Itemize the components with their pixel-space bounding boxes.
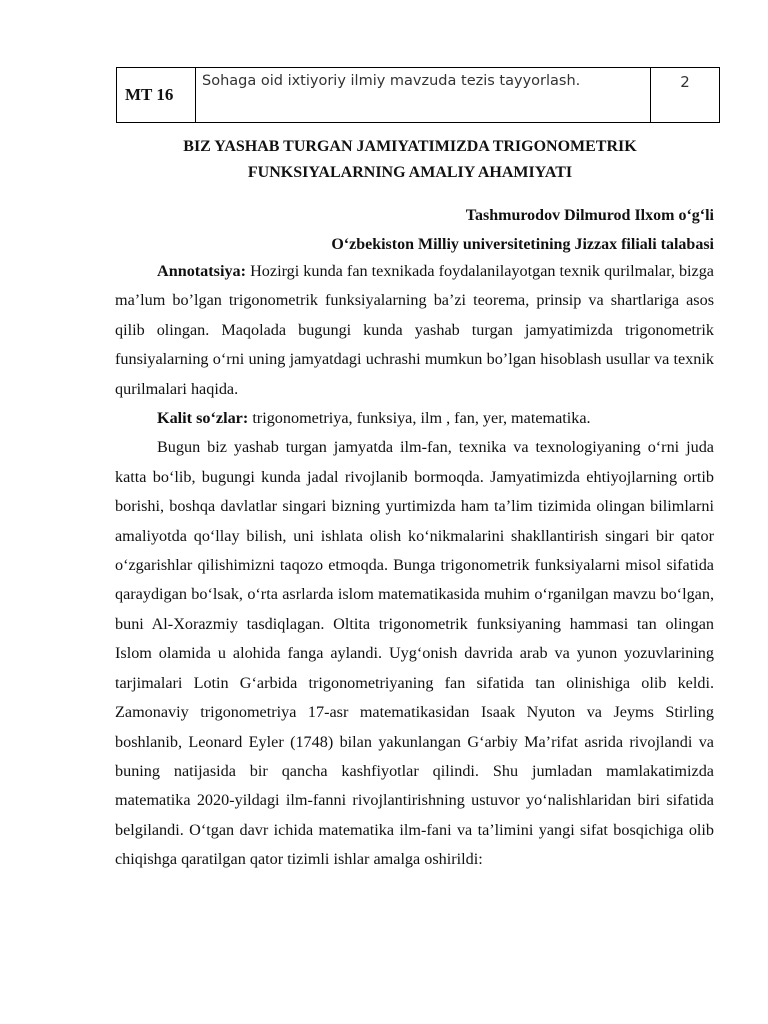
module-description-cell: Sohaga oid ixtiyoriy ilmiy mavzuda tezis tayyorlash. (196, 68, 651, 123)
keywords-text: trigonometriya, funksiya, ilm , fan, yer, matematika. (248, 409, 591, 428)
module-table (116, 67, 720, 123)
author-affiliation: O‘zbekiston Milliy universitetining Jizzax filiali talabasi (331, 236, 714, 253)
module-code-cell: MT 16 (117, 68, 196, 123)
article-body (115, 257, 714, 875)
annotation-paragraph (115, 257, 714, 404)
author-name: Tashmurodov Dilmurod Ilxom o‘g‘li (465, 207, 714, 224)
keywords-paragraph (115, 404, 714, 433)
annotation-label: Annotatsiya: (157, 262, 247, 280)
annotation-text: Hozirgi kunda fan texnikada foydalanilayotgan texnik qurilmalar, bizga ma’lum bo’lgan trigonometrik funksiyalarning ba’zi teorema, prinsip va shartlariga asos qilib olingan. Maqolada bugungi kunda yashab turgan jamyatimizda trigonometrik funsiyalarning o‘rni uning jamyatdagi uchrashi mumkun bo’lgan hisoblash usullar va texnik qurilmalari haqida. (115, 262, 714, 398)
keywords-label: Kalit so‘zlar: (157, 409, 249, 428)
article-title-line-1: BIZ YASHAB TURGAN JAMIYATIMIZDA TRIGONOMETRIK (183, 138, 637, 155)
article-title-line-2: FUNKSIYALARNING AMALIY AHAMIYATI (247, 164, 573, 181)
module-hours-cell: 2 (651, 68, 720, 123)
table-row (117, 68, 720, 123)
body-paragraph: Bugun biz yashab turgan jamyatda ilm-fan, texnika va texnologiyaning o‘rni juda katta bo‘lib, bugungi kunda jadal rivojlanib bormoqda. Jamyatimizda ehtiyojlarning ortib borishi, boshqa davlatlar singari bizning yurtimizda ham ta’lim tizimida olingan bilimlarni amaliyotda qo‘llay bilish, uni ishlata olish ko‘nikmalarini shakllantirish singari bir qator o‘zgarishlar qilishimizni taqozo etmoqda. Bunga trigonometrik funksiyalarni misol sifatida qaraydigan bo‘lsak, o‘rta asrlarda islom matematikasida muhim o‘rganilgan mavzu bo‘lgan, buni Al-Xorazmiy tasdiqlagan. Oltita trigonometrik funksiyaning hammasi tan olingan Islom olamida u alohida fanga aylandi. Uyg‘onish davrida arab va yunon yozuvlarining tarjimalari Lotin G‘arbida trigonometriyaning fan sifatida tan olinishiga olib keldi. Zamonaviy trigonometriya 17-asr matematikasidan Isaak Nyuton va Jeyms Stirling boshlanib, Leonard Eyler (1748) bilan yakunlangan G‘arbiy Ma’rifat asrida rivojlandi va buning natijasida bir qancha kashfiyotlar qilindi. Shu jumladan mamlakatimizda matematika 2020-yildagi ilm-fanni rivojlantirishning ustuvor yo‘nalishlaridan biri sifatida belgilandi. O‘tgan davr ichida matematika ilm-fani va ta’limini yangi sifat bosqichiga olib chiqishga qaratilgan qator tizimli ishlar amalga oshirildi: (115, 438, 714, 869)
